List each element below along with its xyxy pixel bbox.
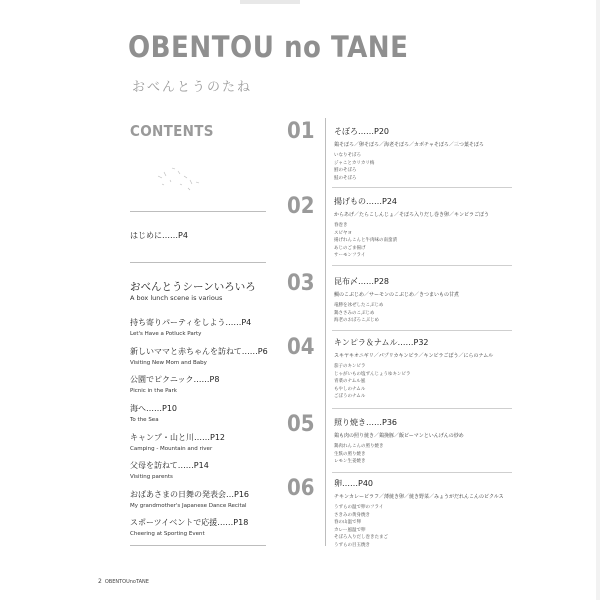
recipe-item: レモン生姜焼き [334,459,366,464]
contents-heading: CONTENTS [130,122,214,140]
toc-entry-subtitle: Picnic in the Park [130,388,177,394]
toc-entry[interactable] [130,489,249,509]
recipe-item: 生麩の照り焼き [334,451,366,457]
divider [130,545,266,546]
recipe-item: ごぼうのナムル [334,394,366,399]
chapter-recipes: からあげ／たらこしんじょ／そぼろ入りだし巻き卵／キンピラごぼう [334,212,489,218]
recipe-item: 揚げれんこんと牛肉味の南蛮漬 [334,238,397,243]
chapter-title: 揚げもの……P24 [334,197,398,206]
recipe-item: 鮭のそぼろ [334,175,357,181]
recipe-item: 鶏肉れんこんの照り焼き [334,444,384,449]
chapter-number: 05 [287,412,315,437]
chapter-number: 02 [287,194,315,219]
recipe-item: 竜勝を冰ぜしたこぶじめ [334,303,384,308]
toc-entry-subtitle: Cheering at Sporting Event [130,531,205,537]
chapter-entry[interactable] [334,337,530,401]
page-number: 2 [98,578,102,585]
chapter-recipes: チキンカレーピラフ／薄焼き卵／焼き野菜／みょうがだれんこんのピクルス [334,494,504,500]
scene-title: おべんとうシーンいろいろ [130,281,256,293]
page-footer [98,578,149,585]
chapter-entry[interactable] [334,478,530,549]
chapter-entry[interactable] [334,126,530,182]
chapter-title: キンピラ＆ナムル……P32 [334,338,429,347]
top-edge-mark [240,0,300,4]
toc-entry[interactable] [130,317,251,337]
toc-entry-title: おばあさまの日舞の発表会…P16 [130,490,250,499]
chapter-entry[interactable] [334,196,530,260]
chapter-number: 04 [287,335,315,360]
chapter-title: 昆布〆……P28 [334,277,390,286]
recipe-item: 青菜のナムル風 [334,379,366,384]
chapter-recipes: 鯛のこぶじめ／サーモンのこぶじめ／きつまいもの甘煮 [334,292,460,298]
divider [130,211,266,212]
toc-entry[interactable] [130,346,268,366]
chapter-recipes: スキヤキオニギリ／パプリカキンピラ／キンピラごぼう／にらのナムル [334,353,494,359]
recipe-item: 鱈のそぼろ [334,168,357,173]
toc-entry[interactable] [130,403,177,423]
recipe-item: ジャことカリカリ梅 [334,160,375,166]
recipe-item: うずらの温で卵のフライ [334,505,384,510]
recipe-item: いなりそぼろ [334,153,361,158]
chapter-title: 照り焼き……P36 [334,418,398,427]
toc-entry-title: 父母を訪ねて……P14 [130,461,209,470]
recipe-item: 春巻き [334,223,348,228]
chapter-recipes: 鶏そぼろ／卵そぼろ／海老そぼろ／カボチャそぼろ／三つ葉そぼろ [334,142,484,148]
divider [332,187,512,188]
toc-entry-title: 海へ……P10 [130,404,178,413]
divider [332,472,512,473]
recipe-item: あじのごま揚げ [334,245,366,251]
toc-entry-subtitle: Let's Have a Potluck Party [130,331,202,337]
page-title: OBENTOU no TANE [128,30,409,64]
chapter-title: 卵……P40 [334,479,374,488]
footer-label: OBENTOUnoTANE [104,579,149,585]
divider [332,265,512,266]
recipe-item: サーモンフライ [334,253,366,258]
page-edge-shadow [596,0,600,600]
recipe-item: うずらの目玉焼き [334,542,370,548]
recipe-item: 鶏ささみのこぶじめ [334,310,375,316]
chapter-entry[interactable] [334,417,530,466]
chapter-number: 03 [287,271,315,296]
recipe-item: さきみの黄身焼き [334,512,370,518]
recipe-item: 海老のおぼろこぶじめ [334,318,379,323]
toc-entry-subtitle: Camping - Mountain and river [130,446,213,452]
toc-entry[interactable] [130,517,248,537]
toc-entry-subtitle: To the Sea [130,417,159,423]
recipe-item: もやしのナムル [334,386,366,392]
sketch-illustration [150,158,210,198]
toc-entry[interactable] [130,460,209,480]
toc-entry[interactable] [130,432,225,452]
chapter-recipes: 鶏も肉の照り焼き／鶏挽豚／飯ピーマンといんげんの炒め [334,433,464,439]
toc-entry-title: 持ち寄りパーティをしよう……P4 [130,318,252,327]
toc-entry-subtitle: Visiting New Mom and Baby [130,360,207,366]
toc-entry-title: スポーツイベントで応援……P18 [130,518,249,527]
divider [332,330,512,331]
recipe-item: スピヤヨ [334,230,352,236]
recipe-item: 春の山温で卵 [334,520,361,525]
chapter-number: 06 [287,476,315,501]
chapter-number: 01 [287,119,315,144]
divider [332,408,512,409]
recipe-item: カレー風温で卵 [334,527,366,533]
page-subtitle: おべんとうのたね [132,80,253,95]
recipe-item: 茄子のキンピラ [334,364,366,369]
toc-entry[interactable] [130,374,219,394]
recipe-item: じゃがいもの塩ずんじょうゆキンピラ [334,371,411,377]
chapter-entry[interactable] [334,276,530,325]
divider [130,262,266,263]
toc-intro[interactable]: はじめに……P4 [130,231,188,240]
toc-entry-subtitle: Visiting parents [130,474,173,480]
chapter-title: そぼろ……P20 [334,127,390,136]
toc-entry-title: 公園でピクニック……P8 [130,375,220,384]
recipe-item: そぼろ入りだし巻きたまご [334,535,388,540]
toc-entry-subtitle: My grandmother's Japanese Dance Recital [130,503,247,509]
scene-subtitle: A box lunch scene is various [130,294,223,302]
toc-entry-title: キャンプ・山と川……P12 [130,433,226,442]
column-divider [325,118,326,546]
toc-entry-title: 新しいママと赤ちゃんを訪ねて……P6 [130,347,268,356]
